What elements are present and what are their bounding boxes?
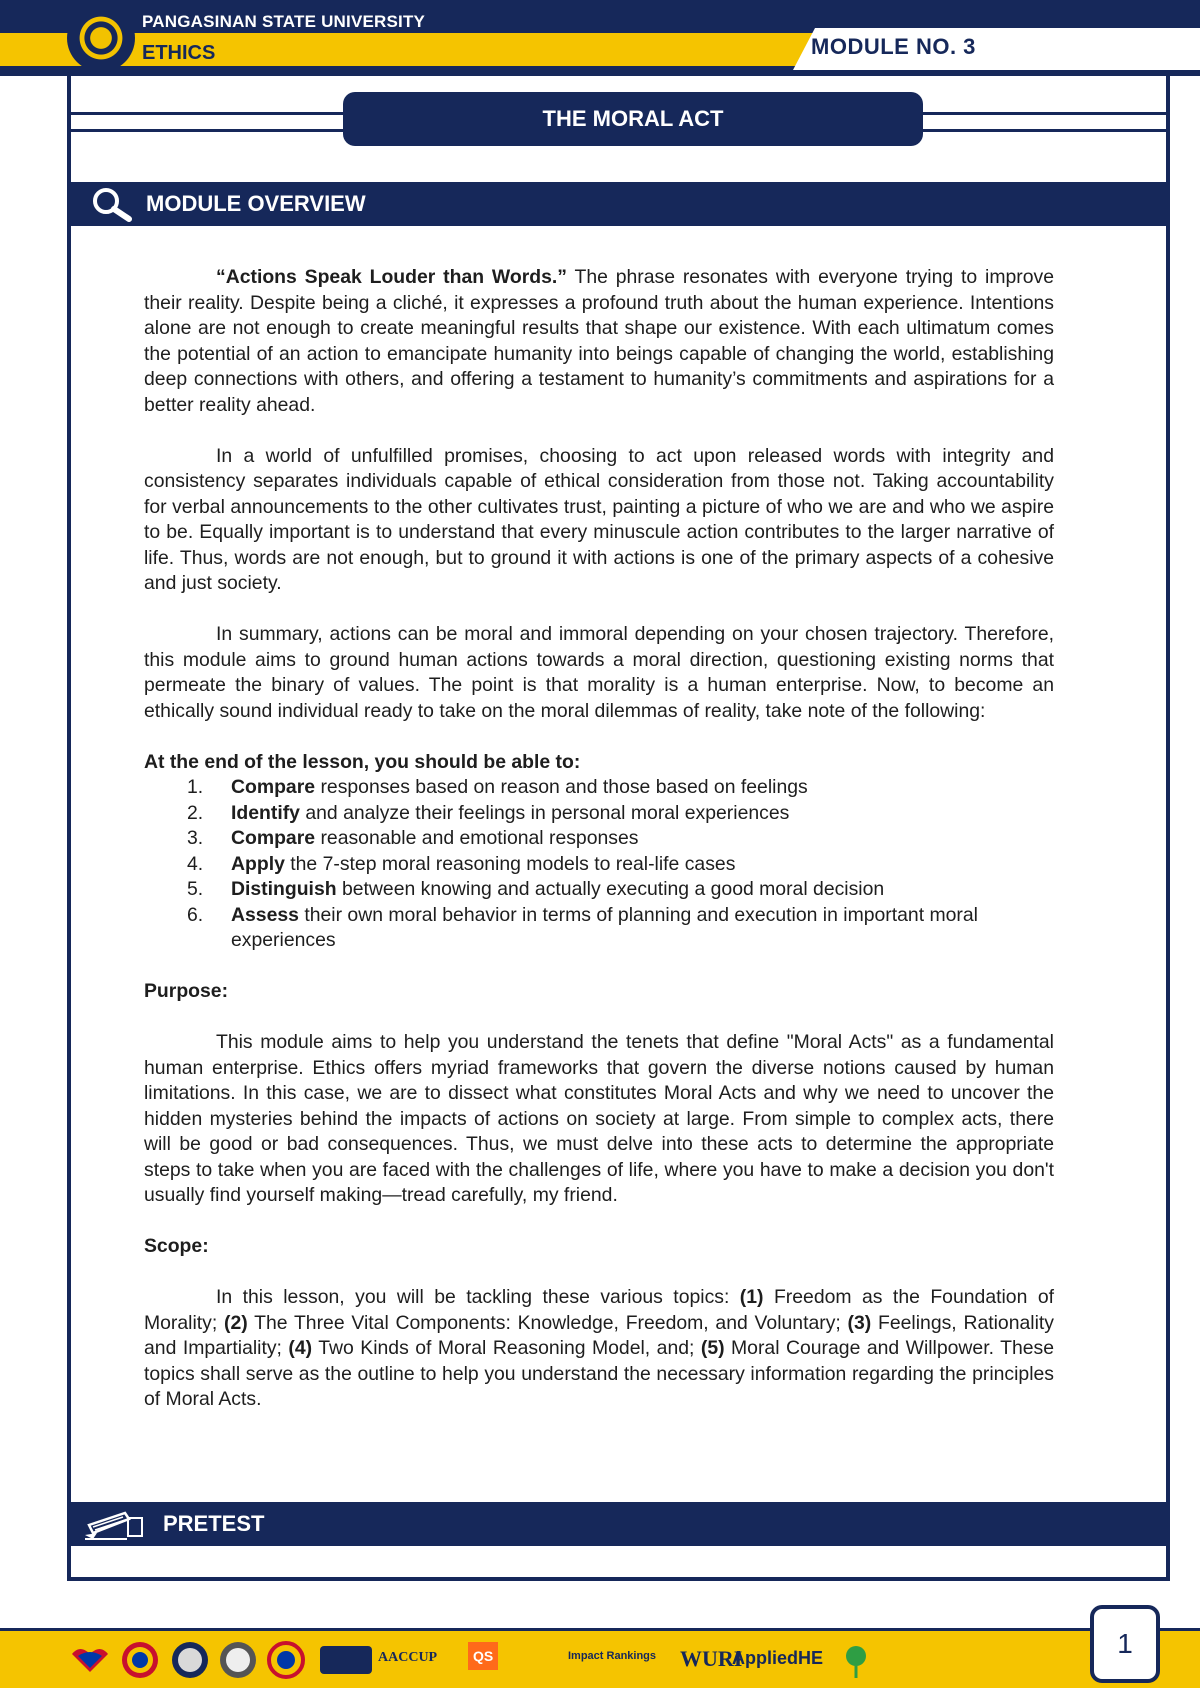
objectives-list <box>144 775 1054 954</box>
asean-logo-icon <box>120 1640 160 1680</box>
list-item: 6. Assess their own moral behavior in terms of planning and execution in important moral experiences <box>187 903 978 951</box>
university-seal-icon <box>67 4 135 72</box>
scope-heading: Scope: <box>144 1235 209 1257</box>
accreditation-logos <box>70 1638 1070 1682</box>
purpose-heading: Purpose: <box>144 980 229 1002</box>
pretest-label: PRETEST <box>163 1511 265 1536</box>
purpose-paragraph: This module aims to help you understand the tenets that define "Moral Acts" as a fundamental human enterprise. Ethics offers myriad frameworks that govern the diverse notions caused by human limitations. In this case, we are to dissect what constitutes Moral Acts and why we need to uncover the hidden mysteries behind the impacts of actions on society at large. From simple to complex acts, there will be good or bad consequences. Thus, we must delve into these acts to determine the appropriate steps to take when you are faced with the challenges of life, where you have to make a decision you don't usually find yourself making—tread carefully, my friend. <box>144 1031 1054 1206</box>
qs-logo: QS <box>468 1642 498 1670</box>
university-name: PANGASINAN STATE UNIVERSITY <box>142 12 426 31</box>
objectives-heading: At the end of the lesson, you should be able to: <box>144 750 581 773</box>
seal-icon <box>170 1640 210 1680</box>
overview-paragraph-3: In summary, actions can be moral and immoral depending on your chosen trajectory. Therefore, this module aims to ground human actions towards a moral direction, questioning existing norms that permeate the binary of values. The point is that morality is a human enterprise. Now, to become an ethically sound individual ready to take on the moral dilemmas of reality, take note of the following: <box>144 623 1054 722</box>
magnifier-icon <box>89 186 133 228</box>
bagong-pilipinas-logo-icon <box>70 1642 110 1676</box>
overview-paragraph-2: In a world of unfulfilled promises, choosing to act upon released words with integrity and consistency separates individuals capable of ethical consideration from those not. Taking accountability for verbal announcements to the other cultivates trust, painting a picture of who we are and who we aspire to be. Equally important is to understand that every minuscule action contributes to the larger narrative of life. Thus, words are not enough, but to ground it with actions is one of the primary aspects of a cohesive and just society. <box>144 444 1054 594</box>
list-item: 4. Apply the 7-step moral reasoning models to real-life cases <box>187 852 736 875</box>
pencil-paper-icon <box>83 1509 147 1547</box>
list-item: 2. Identify and analyze their feelings in personal moral experiences <box>187 801 790 824</box>
green-leaf-logo-icon <box>840 1640 880 1680</box>
page-number: 1 <box>1090 1605 1160 1683</box>
seal-icon <box>218 1640 258 1680</box>
module-overview-bar <box>71 182 1166 226</box>
impact-rankings-logo: Impact Rankings <box>568 1650 657 1662</box>
iso-logo-icon <box>266 1640 306 1680</box>
list-item: 1. Compare responses based on reason and those based on feelings <box>187 776 808 798</box>
aaccup-logo: AACCUP <box>378 1650 438 1665</box>
scope-paragraph: In this lesson, you will be tackling these various topics: (1) Freedom as the Foundation of Morality; (2) The Three Vital Components: Knowledge, Freedom, and Voluntary; (3) Feelings, Rationality and Impartiality; (4) Two Kinds of Moral Reasoning Model, and; (5) Moral Courage and Willpower. These topics shall serve as the outline to help you understand the necessary information regarding the principles of Moral Acts. <box>144 1286 1054 1410</box>
module-number: MODULE NO. 3 <box>811 34 976 59</box>
accreditation-badge-icon <box>320 1646 372 1674</box>
overview-paragraph-1: “Actions Speak Louder than Words.” The phrase resonates with everyone trying to improve their reality. Despite being a cliché, it expresses a profound truth about the human experience. Intentions alone are not enough to create meaningful results that shape our existence. With each ultimatum comes the potential of an action to emancipate humanity into beings capable of changing the world, establishing deep connections with others, and offering a testament to humanity’s commitments and aspirations for a better reality ahead. <box>144 266 1054 416</box>
list-item: 3. Compare reasonable and emotional responses <box>187 827 639 849</box>
module-content <box>144 265 1054 1413</box>
list-item: 5. Distinguish between knowing and actually executing a good moral decision <box>187 878 885 900</box>
appliedhe-logo: AppliedHE <box>732 1648 824 1668</box>
module-title: THE MORAL ACT <box>343 92 923 146</box>
pretest-bar <box>71 1502 1166 1546</box>
module-overview-label: MODULE OVERVIEW <box>146 191 366 216</box>
overview-quote: “Actions Speak Louder than Words.” <box>216 266 567 288</box>
wuri-logo: WURI <box>680 1646 743 1671</box>
subject-name: ETHICS <box>142 42 216 64</box>
